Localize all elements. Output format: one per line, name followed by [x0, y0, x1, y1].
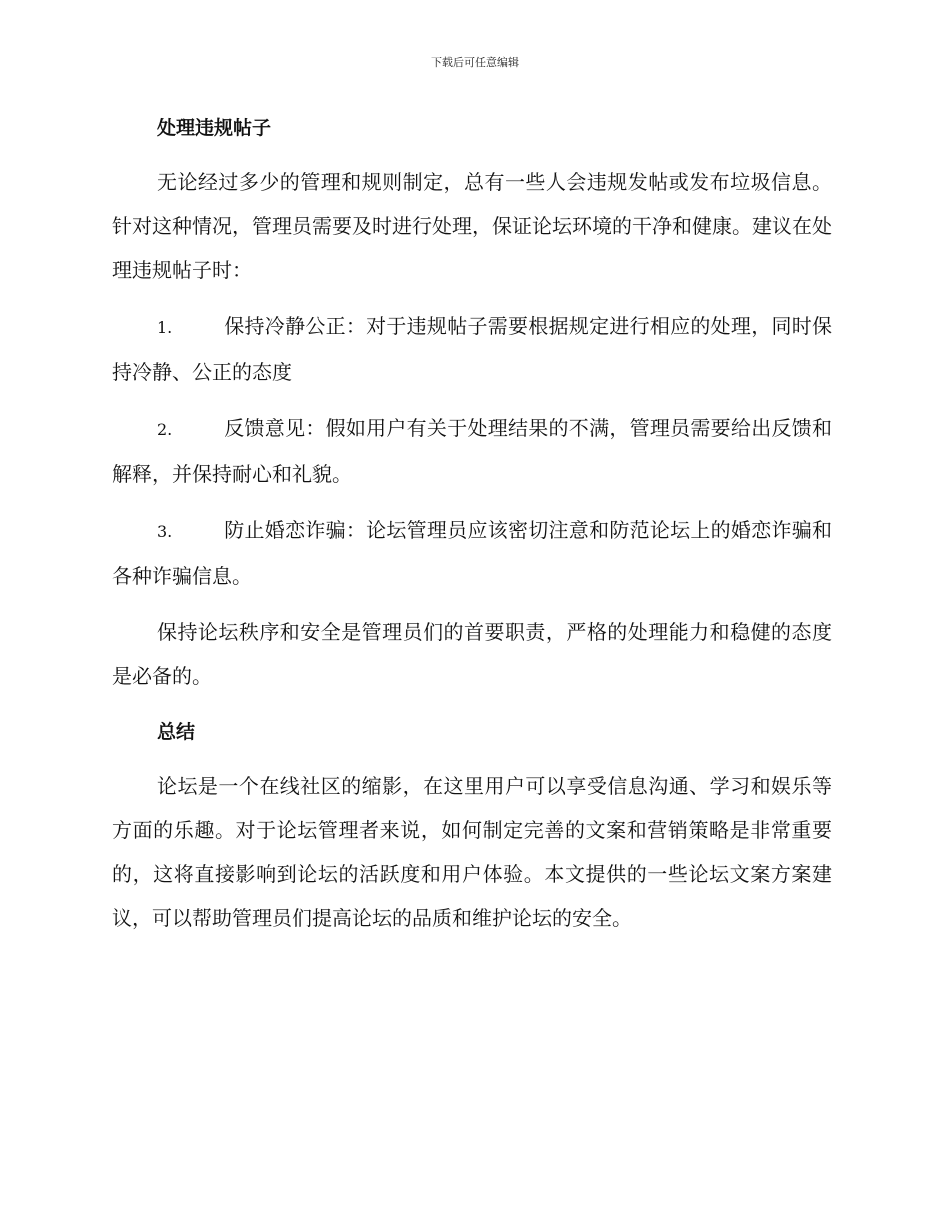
list-item	[112, 508, 832, 598]
list-item-number: 1.	[157, 318, 173, 337]
list-item-text: 防止婚恋诈骗：论坛管理员应该密切注意和防范论坛上的婚恋诈骗和各种诈骗信息。	[112, 518, 832, 588]
list-item-number: 2.	[157, 420, 173, 439]
section-heading-violations: 处理违规帖子	[157, 117, 272, 139]
page-header: 下载后可任意编辑	[431, 56, 519, 69]
list-item	[112, 406, 832, 496]
list-item	[112, 304, 832, 394]
intro-paragraph: 无论经过多少的管理和规则制定，总有一些人会违规发帖或发布垃圾信息。针对这种情况，管理员需要及时进行处理，保证论坛环境的干净和健康。建议在处理违规帖子时：	[112, 170, 832, 282]
document-body	[112, 110, 832, 952]
summary-paragraph: 论坛是一个在线社区的缩影，在这里用户可以享受信息沟通、学习和娱乐等方面的乐趣。对于论坛管理者来说，如何制定完善的文案和营销策略是非常重要的，这将直接影响到论坛的活跃度和用户体验。本文提供的一些论坛文案方案建议，可以帮助管理员们提高论坛的品质和维护论坛的安全。	[112, 774, 832, 930]
list-item-text: 反馈意见：假如用户有关于处理结果的不满，管理员需要给出反馈和解释，并保持耐心和礼貌。	[112, 416, 832, 486]
closing-paragraph: 保持论坛秩序和安全是管理员们的首要职责，严格的处理能力和稳健的态度是必备的。	[112, 620, 832, 688]
section-heading-summary: 总结	[157, 721, 196, 743]
list-item-number: 3.	[157, 522, 173, 541]
list-item-text: 保持冷静公正：对于违规帖子需要根据规定进行相应的处理，同时保持冷静、公正的态度	[112, 314, 832, 384]
